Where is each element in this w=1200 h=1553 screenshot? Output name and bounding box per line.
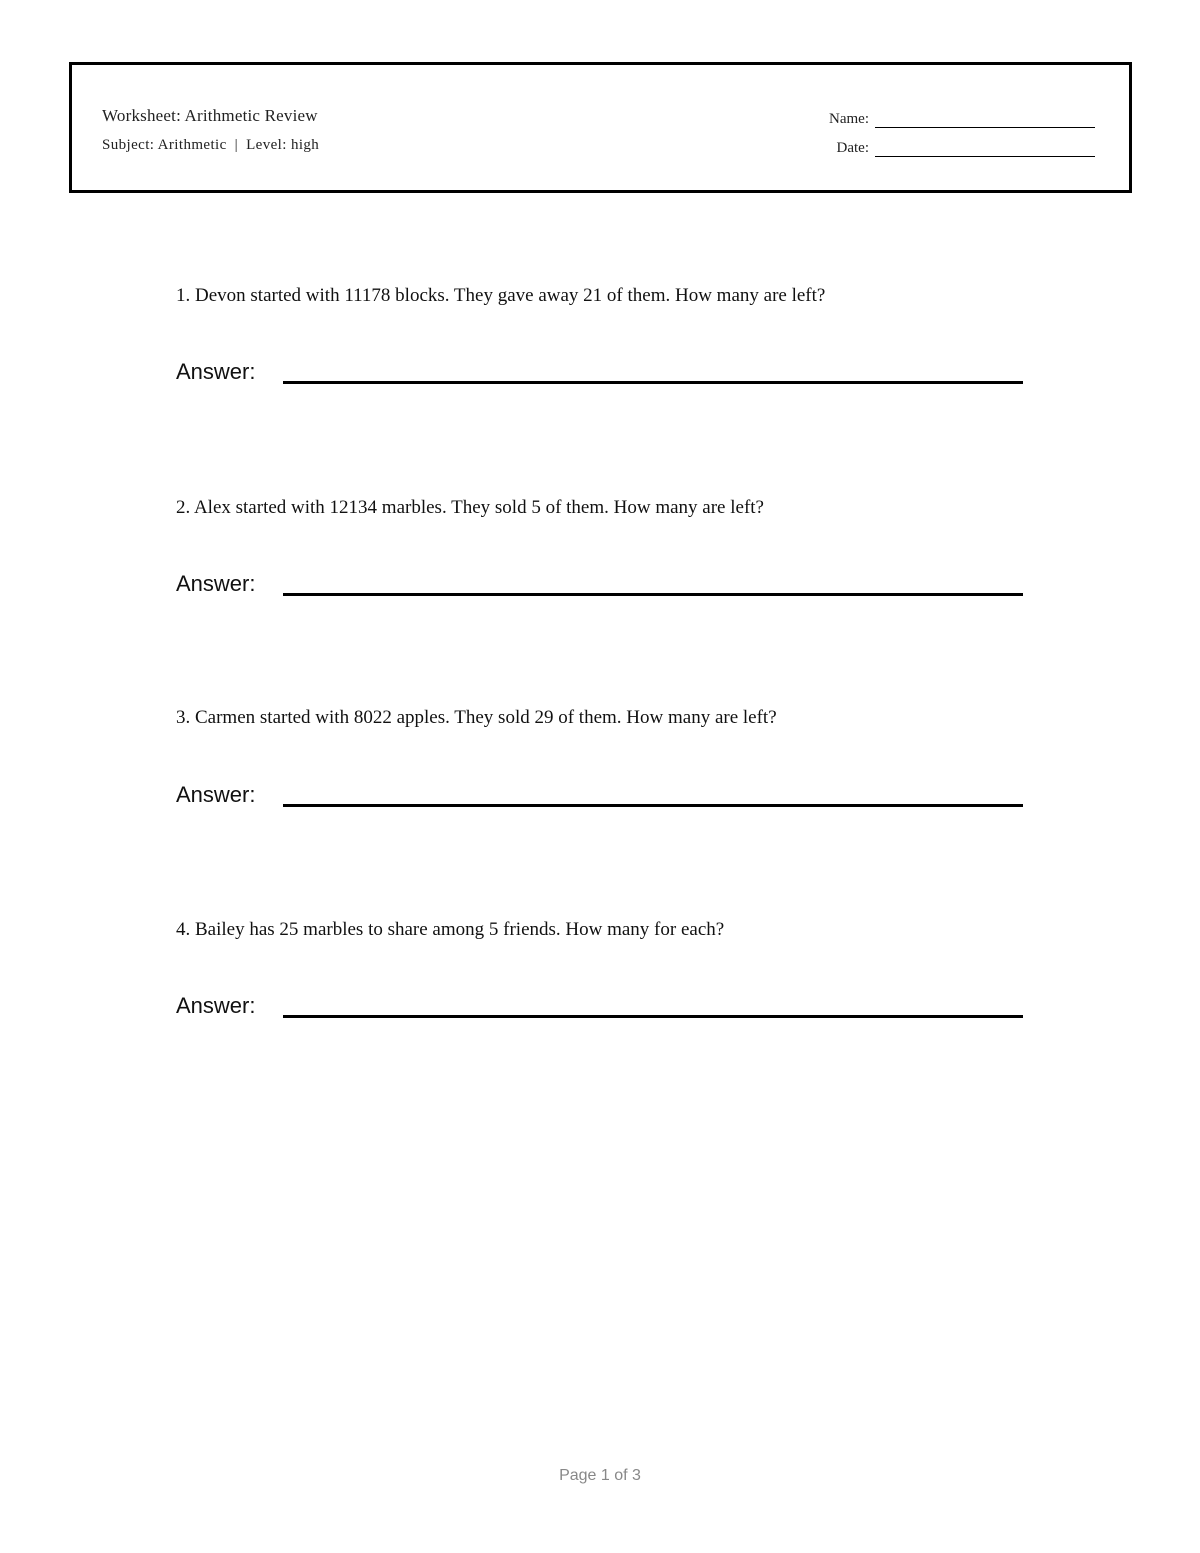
worksheet-info [102, 105, 319, 155]
worksheet-meta [102, 135, 319, 155]
question-2: 2. Alex started with 12134 marbles. They sold 5 of them. How many are left? [176, 497, 764, 518]
question-4: 4. Bailey has 25 marbles to share among 5 friends. How many for each? [176, 919, 725, 940]
question-1: 1. Devon started with 11178 blocks. They gave away 21 of them. How many are left? [176, 285, 826, 306]
name-label: Name: [829, 111, 869, 127]
page-number: Page 1 of 3 [559, 1467, 641, 1484]
answer-line-3[interactable] [283, 804, 1023, 807]
answer-label-2: Answer: [176, 571, 256, 596]
answer-label-1: Answer: [176, 359, 256, 384]
date-field-row [829, 136, 1095, 157]
answer-label-4: Answer: [176, 993, 256, 1018]
date-field[interactable] [875, 142, 1095, 157]
level-label: Level: high [246, 137, 320, 153]
name-field-row [829, 107, 1095, 128]
answer-line-1[interactable] [283, 381, 1023, 384]
name-field[interactable] [875, 113, 1095, 128]
worksheet-title: Worksheet: Arithmetic Review [102, 106, 318, 125]
meta-separator: | [234, 137, 239, 153]
date-label: Date: [836, 140, 869, 156]
answer-label-3: Answer: [176, 782, 256, 807]
answer-line-4[interactable] [283, 1015, 1023, 1018]
answer-line-2[interactable] [283, 593, 1023, 596]
question-3: 3. Carmen started with 8022 apples. They sold 29 of them. How many are left? [176, 707, 777, 728]
subject-label: Subject: Arithmetic [102, 137, 227, 153]
student-fields [829, 107, 1095, 165]
worksheet-header [69, 62, 1132, 193]
